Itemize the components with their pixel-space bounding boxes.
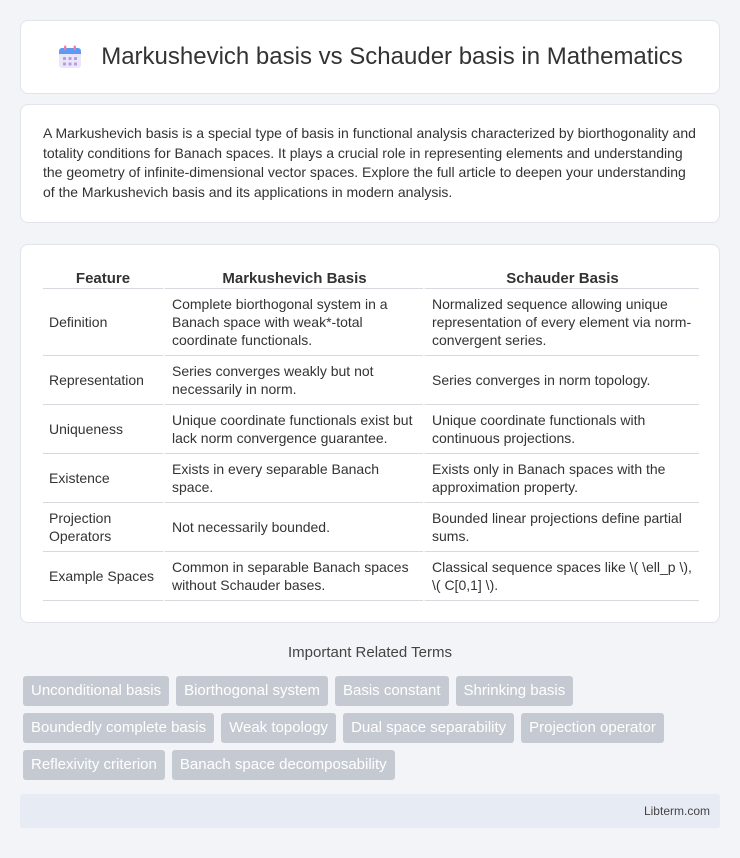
table-row <box>43 356 699 405</box>
related-term-tag[interactable]: Reflexivity criterion <box>23 750 165 780</box>
header-markushevich: Markushevich Basis <box>163 267 423 289</box>
feature-cell: Representation <box>43 356 163 405</box>
footer <box>20 794 720 828</box>
markushevich-cell: Series converges weakly but not necessarily in norm. <box>163 356 423 405</box>
related-term-tag[interactable]: Shrinking basis <box>456 676 574 706</box>
markushevich-cell: Common in separable Banach spaces without Schauder bases. <box>163 552 423 601</box>
markushevich-cell: Not necessarily bounded. <box>163 503 423 552</box>
related-term-tag[interactable]: Biorthogonal system <box>176 676 328 706</box>
schauder-cell: Series converges in norm topology. <box>423 356 699 405</box>
related-terms-list <box>23 676 723 787</box>
schauder-cell: Exists only in Banach spaces with the approximation property. <box>423 454 699 503</box>
markushevich-cell: Complete biorthogonal system in a Banach space with weak*-total coordinate functionals. <box>163 289 423 356</box>
table-row <box>43 552 699 601</box>
page-title: Markushevich basis vs Schauder basis in Mathematics <box>101 43 683 70</box>
related-term-tag[interactable]: Boundedly complete basis <box>23 713 214 743</box>
related-term-tag[interactable]: Dual space separability <box>343 713 514 743</box>
table-row <box>43 503 699 552</box>
related-term-tag[interactable]: Unconditional basis <box>23 676 169 706</box>
schauder-cell: Normalized sequence allowing unique representation of every element via norm-convergent series. <box>423 289 699 356</box>
intro-text: A Markushevich basis is a special type of basis in functional analysis characterized by biorthogonality and totality conditions for Banach spaces. It plays a crucial role in representing elements and understanding the geometry of infinite-dimensional vector spaces. Explore the full article to deepen your understanding of the Markushevich basis and its applications in modern analysis. <box>43 125 696 200</box>
comparison-table <box>43 267 699 601</box>
markushevich-cell: Unique coordinate functionals exist but lack norm convergence guarantee. <box>163 405 423 454</box>
schauder-cell: Classical sequence spaces like \( \ell_p \), \( C[0,1] \). <box>423 552 699 601</box>
table-row <box>43 454 699 503</box>
feature-cell: Example Spaces <box>43 552 163 601</box>
markushevich-cell: Exists in every separable Banach space. <box>163 454 423 503</box>
related-term-tag[interactable]: Projection operator <box>521 713 664 743</box>
intro-card <box>20 104 720 223</box>
header-feature: Feature <box>43 267 163 289</box>
header-schauder: Schauder Basis <box>423 267 699 289</box>
schauder-cell: Unique coordinate functionals with continuous projections. <box>423 405 699 454</box>
table-header-row <box>43 267 699 289</box>
related-terms-title: Important Related Terms <box>288 644 452 661</box>
schauder-cell: Bounded linear projections define partial sums. <box>423 503 699 552</box>
footer-brand-link[interactable]: Libterm.com <box>643 804 710 818</box>
related-term-tag[interactable]: Banach space decomposability <box>172 750 395 780</box>
calendar-icon <box>57 44 83 70</box>
related-term-tag[interactable]: Basis constant <box>335 676 449 706</box>
feature-cell: Projection Operators <box>43 503 163 552</box>
header-card <box>20 20 720 94</box>
table-row <box>43 405 699 454</box>
comparison-card <box>20 244 720 623</box>
header <box>57 43 683 71</box>
table-row <box>43 289 699 356</box>
feature-cell: Existence <box>43 454 163 503</box>
related-term-tag[interactable]: Weak topology <box>221 713 336 743</box>
feature-cell: Uniqueness <box>43 405 163 454</box>
feature-cell: Definition <box>43 289 163 356</box>
